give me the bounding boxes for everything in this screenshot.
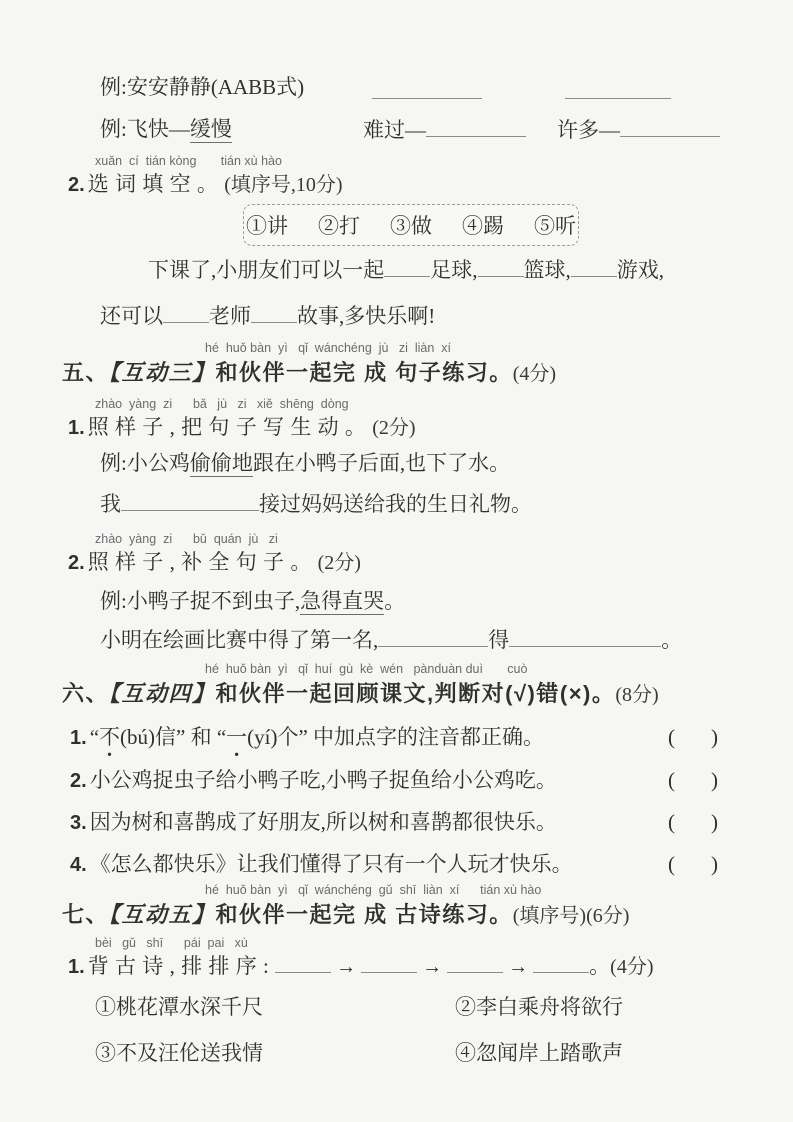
word-bank-box bbox=[243, 204, 579, 246]
antonym-blank1-group bbox=[363, 116, 526, 144]
example-underlined: 急得直哭 bbox=[300, 589, 385, 613]
section-number: 六、 bbox=[62, 681, 110, 706]
paren-close: ) bbox=[711, 725, 718, 749]
answer-blank bbox=[533, 952, 589, 973]
poem-order-line bbox=[68, 950, 654, 980]
example-underlined: 偷偷地 bbox=[189, 451, 253, 475]
sentence-text: 下课了,小朋友们可以一起 bbox=[148, 257, 385, 282]
section5-heading bbox=[62, 356, 556, 387]
example-text: 小公鸡 bbox=[126, 451, 190, 475]
example-aabb-row bbox=[100, 74, 304, 101]
arrow-right: → bbox=[422, 956, 443, 978]
section-tag: 【互动五】 bbox=[109, 902, 216, 927]
answer-text: 我 bbox=[100, 491, 121, 516]
pinyin-choose-words: xuǎn cí tián kòng tián xù hào bbox=[95, 154, 282, 168]
paren-close: ) bbox=[711, 768, 718, 792]
judge-text-part: (bú)信” 和 “ bbox=[120, 725, 227, 749]
paren-open: ( bbox=[668, 725, 675, 749]
poem-option: ②李白乘舟将欲行 bbox=[455, 995, 623, 1019]
answer-parens bbox=[668, 810, 718, 835]
example-label: 例: bbox=[100, 117, 127, 141]
judge-text-part: (yí)个” 中加点字的注音都正确。 bbox=[247, 725, 545, 749]
answer-text: 得 bbox=[488, 627, 510, 652]
poem-order-score: (4分) bbox=[610, 956, 654, 978]
answer-text: 。 bbox=[661, 627, 683, 652]
word-bank-item: ④踢 bbox=[462, 214, 504, 238]
section-number: 五、 bbox=[62, 360, 110, 385]
answer-blank bbox=[426, 116, 526, 137]
word-bank-item: ②打 bbox=[318, 214, 360, 238]
answer-blank bbox=[372, 98, 482, 99]
judge-text bbox=[70, 848, 573, 878]
question-number: 2. bbox=[68, 174, 85, 196]
paren-open: ( bbox=[668, 852, 675, 876]
example-text: 。 bbox=[384, 589, 406, 613]
answer-parens bbox=[668, 725, 718, 750]
sub2-example-line bbox=[100, 588, 405, 615]
sentence-text: 足球, bbox=[430, 257, 478, 282]
sentence-text: 游戏, bbox=[616, 257, 664, 282]
poem-options-row1 bbox=[95, 994, 623, 1021]
judge-text bbox=[70, 764, 557, 794]
arrow-right: → bbox=[336, 956, 357, 978]
question-number: 2. bbox=[70, 770, 87, 792]
poem-options-row2 bbox=[95, 1040, 623, 1067]
period: 。 bbox=[589, 954, 611, 978]
answer-blank bbox=[509, 626, 661, 647]
word-bank-item: ③做 bbox=[390, 214, 432, 238]
section5-title: 和伙伴一起完 成 句子练习。 bbox=[215, 360, 513, 385]
answer-text: 接过妈妈送给我的生日礼物。 bbox=[259, 491, 532, 516]
answer-parens bbox=[668, 852, 718, 877]
section5-sub1-heading bbox=[68, 411, 416, 441]
answer-blank bbox=[478, 256, 524, 277]
section-number: 七、 bbox=[62, 902, 110, 927]
judge-text bbox=[70, 721, 544, 751]
arrow-right: → bbox=[508, 956, 529, 978]
dotted-char: 一 bbox=[226, 725, 248, 749]
answer-blank bbox=[251, 302, 297, 323]
pinyin-section5: hé huǒ bàn yì qǐ wánchéng jù zi liàn xí bbox=[205, 341, 451, 355]
sub2-score: (2分) bbox=[317, 552, 361, 574]
answer-blank bbox=[163, 302, 209, 323]
section-tag: 【互动三】 bbox=[109, 360, 216, 385]
section7-heading bbox=[62, 898, 629, 929]
choose-words-heading bbox=[68, 168, 343, 198]
choose-words-sentence-line2 bbox=[100, 302, 435, 330]
poem-option: ①桃花潭水深千尺 bbox=[95, 995, 263, 1019]
sentence-text: 还可以 bbox=[100, 303, 163, 328]
sentence-text: 篮球, bbox=[523, 257, 571, 282]
pinyin-section7-sub: bèi gǔ shī pái pai xù bbox=[95, 936, 248, 950]
example-text: 跟在小鸭子后面,也下了水。 bbox=[252, 451, 511, 475]
answer-text: 小明在绘画比赛中得了第一名, bbox=[100, 627, 379, 652]
antonym-blank2-label: 许多— bbox=[557, 117, 620, 142]
answer-blank bbox=[571, 256, 617, 277]
answer-blank bbox=[378, 626, 488, 647]
antonym-pair-answer: 缓慢 bbox=[189, 117, 232, 141]
antonym-blank2-group bbox=[557, 116, 720, 144]
answer-blank bbox=[565, 98, 671, 99]
example-text: 小鸭子捉不到虫子, bbox=[126, 589, 301, 613]
paren-close: ) bbox=[711, 810, 718, 834]
word-bank-item: ⑤听 bbox=[534, 214, 576, 238]
example-label: 例: bbox=[100, 75, 127, 99]
sentence-text: 老师 bbox=[209, 303, 251, 328]
dotted-char: 不 bbox=[99, 725, 121, 749]
paren-close: ) bbox=[711, 852, 718, 876]
question-number: 3. bbox=[70, 812, 87, 834]
judge-text-part: “ bbox=[89, 725, 100, 749]
judge-item-2 bbox=[70, 764, 718, 794]
answer-blank bbox=[275, 952, 331, 973]
poem-option: ③不及汪伦送我情 bbox=[95, 1041, 263, 1065]
question-number: 1. bbox=[68, 417, 85, 439]
choose-words-note: (填序号,10分) bbox=[224, 174, 343, 196]
sub1-answer-line bbox=[100, 490, 532, 518]
answer-blank bbox=[384, 256, 430, 277]
judge-text-part: 《怎么都快乐》让我们懂得了只有一个人玩才快乐。 bbox=[89, 852, 573, 876]
sub1-score: (2分) bbox=[372, 417, 416, 439]
sub1-example-line bbox=[100, 450, 510, 477]
antonym-blank1-label: 难过— bbox=[363, 117, 426, 142]
section7-title: 和伙伴一起完 成 古诗练习。 bbox=[215, 902, 513, 927]
answer-blank bbox=[447, 952, 503, 973]
poem-option: ④忽闻岸上踏歌声 bbox=[455, 1041, 623, 1065]
section5-sub2-heading bbox=[68, 546, 361, 576]
pinyin-section5-sub2: zhào yàng zi bǔ quán jù zi bbox=[95, 532, 278, 546]
example-label: 例: bbox=[100, 451, 127, 475]
answer-blank bbox=[620, 116, 720, 137]
example-label: 例: bbox=[100, 589, 127, 613]
antonym-pair-left: 飞快— bbox=[126, 117, 190, 141]
section-tag: 【互动四】 bbox=[109, 681, 216, 706]
example-aabb-text: 安安静静(AABB式) bbox=[126, 75, 305, 99]
judge-text-part: 小公鸡捉虫子给小鸭子吃,小鸭子捉鱼给小公鸡吃。 bbox=[89, 768, 557, 792]
judge-item-1 bbox=[70, 721, 718, 751]
choose-words-sentence-line1 bbox=[148, 256, 664, 284]
question-number: 1. bbox=[68, 956, 85, 978]
sub1-title: 照样子,把句子写生动。 bbox=[87, 415, 373, 439]
word-bank-item: ①讲 bbox=[246, 214, 288, 238]
answer-blank bbox=[121, 490, 259, 511]
pinyin-section7: hé huǒ bàn yì qǐ wánchéng gǔ shī liàn xí tián xù hào bbox=[205, 883, 542, 897]
poem-order-title: 背古诗,排排序: bbox=[87, 954, 276, 978]
section5-score: (4分) bbox=[512, 363, 557, 385]
paren-open: ( bbox=[668, 810, 675, 834]
section6-score: (8分) bbox=[615, 684, 659, 706]
pinyin-section6: hé huǒ bàn yì qǐ huí gù kè wén pànduàn duì cuò bbox=[205, 662, 528, 676]
answer-blank bbox=[361, 952, 417, 973]
question-number: 2. bbox=[68, 552, 85, 574]
answer-parens bbox=[668, 768, 718, 793]
pinyin-section5-sub1: zhào yàng zi bǎ jù zi xiě shēng dòng bbox=[95, 397, 349, 411]
judge-text bbox=[70, 806, 557, 836]
section6-title: 和伙伴一起回顾课文,判断对(√)错(×)。 bbox=[215, 681, 616, 706]
section7-note: (填序号)(6分) bbox=[512, 905, 630, 927]
choose-words-title: 选词填空。 bbox=[87, 172, 225, 196]
judge-text-part: 因为树和喜鹊成了好朋友,所以树和喜鹊都很快乐。 bbox=[89, 810, 557, 834]
paren-open: ( bbox=[668, 768, 675, 792]
sentence-text: 故事,多快乐啊! bbox=[297, 303, 436, 328]
example-antonym-row bbox=[100, 116, 232, 143]
judge-item-4 bbox=[70, 848, 718, 878]
question-number: 1. bbox=[70, 727, 87, 749]
sub2-title: 照样子,补全句子。 bbox=[87, 550, 318, 574]
sub2-answer-line bbox=[100, 626, 682, 654]
question-number: 4. bbox=[70, 854, 87, 876]
section6-heading bbox=[62, 677, 659, 708]
judge-item-3 bbox=[70, 806, 718, 836]
